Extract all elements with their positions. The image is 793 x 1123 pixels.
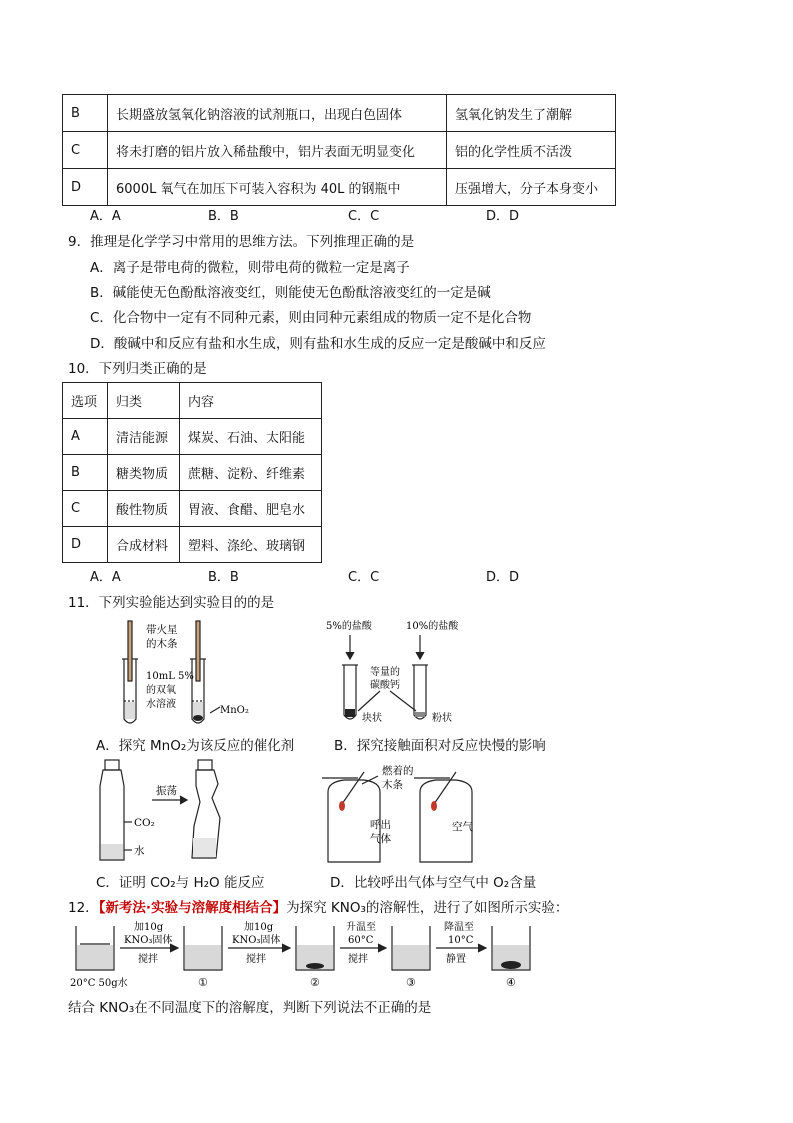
q12-step3-top2: 60°C <box>348 935 374 946</box>
q12-step4-bottom: 静置 <box>446 954 466 965</box>
figure-b-surface-area <box>318 615 468 730</box>
q8-opt-b: B <box>63 95 108 132</box>
q10-row-b-cat: 糖类物质 <box>108 455 180 491</box>
figure-q12-beakers <box>62 918 542 990</box>
fig-c-gas: CO₂ <box>134 817 155 829</box>
fig-a-label1: 带火星 <box>146 624 178 636</box>
fig-a-label2: 的木条 <box>146 638 178 650</box>
q10-header-option: 选项 <box>63 383 108 419</box>
choice-d[interactable]: D．D <box>486 570 520 585</box>
fig-c-water: 水 <box>134 845 145 857</box>
q11-stem: 11．下列实验能达到实验目的的是 <box>68 595 275 611</box>
q9-option-c[interactable]: C．化合物中一定有不同种元素，则由同种元素组成的物质一定不是化合物 <box>90 310 532 326</box>
q9-stem: 9．推理是化学学习中常用的思维方法。下列推理正确的是 <box>68 234 415 250</box>
q10-row-c-cat: 酸性物质 <box>108 491 180 527</box>
fig-b-s2: 碳酸钙 <box>370 680 400 691</box>
q8-fact-b: 长期盛放氢氧化钠溶液的试剂瓶口，出现白色固体 <box>108 95 447 132</box>
fig-d-air: 空气 <box>452 821 473 833</box>
q11-option-c[interactable]: C．证明 CO₂与 H₂O 能反应 <box>96 875 265 891</box>
choice-b[interactable]: B．B <box>208 209 239 224</box>
fig-a-liq2: 的双氧 <box>146 685 176 696</box>
q11-option-d[interactable]: D．比较呼出气体与空气中 O₂含量 <box>330 875 537 891</box>
q12-stem: 为探究 KNO₃的溶解性，进行了如图所示实验： <box>286 900 569 916</box>
q12-stem-line <box>68 896 568 916</box>
fig-a-liq3: 水溶液 <box>146 699 176 710</box>
q8-fact-c: 将未打磨的铝片放入稀盐酸中，铝片表面无明显变化 <box>108 132 447 169</box>
q12-step3-top1: 升温至 <box>346 922 376 933</box>
fig-b-lump: 块状 <box>362 713 382 724</box>
q8-table <box>62 94 616 206</box>
q12-step1-bottom: 搅拌 <box>138 954 158 965</box>
figure-a-catalyst <box>110 615 270 730</box>
choice-c[interactable]: C．C <box>348 570 380 585</box>
q10-row-a-opt: A <box>63 419 108 455</box>
q12-step2-bottom: 搅拌 <box>246 954 266 965</box>
q12-step2-top1: 加10g <box>244 922 274 933</box>
q10-row-b-content: 蔗糖、淀粉、纤维素 <box>180 455 322 491</box>
choice-a[interactable]: A．A <box>90 570 121 585</box>
q8-explain-c: 铝的化学性质不活泼 <box>447 132 616 169</box>
fig-a-catalyst: MnO₂ <box>220 705 249 716</box>
fig-c-shake: 振荡 <box>156 785 177 797</box>
q10-table <box>62 382 322 563</box>
q9-option-a[interactable]: A．离子是带电荷的微粒，则带电荷的微粒一定是离子 <box>90 260 410 276</box>
q8-fact-d: 6000L 氧气在加压下可装入容积为 40L 的钢瓶中 <box>108 169 447 206</box>
fig-b-powder: 粉状 <box>432 713 452 724</box>
q10-header-content: 内容 <box>180 383 322 419</box>
q12-beaker-4: ④ <box>506 976 516 989</box>
q11-option-b[interactable]: B．探究接触面积对反应快慢的影响 <box>334 738 546 754</box>
q10-row-d-opt: D <box>63 527 108 563</box>
q12-step4-top2: 10°C <box>448 935 474 946</box>
q8-opt-c: C <box>63 132 108 169</box>
q10-row-d-cat: 合成材料 <box>108 527 180 563</box>
q10-row-c-content: 胃液、食醋、肥皂水 <box>180 491 322 527</box>
choice-d[interactable]: D．D <box>486 209 520 224</box>
fig-d-l1: 燃着的 <box>382 765 414 777</box>
q12-step1-top2: KNO₃固体 <box>124 935 173 946</box>
figure-d-jars <box>318 764 498 869</box>
q10-row-c-opt: C <box>63 491 108 527</box>
fig-b-acid1: 5%的盐酸 <box>326 621 372 632</box>
q10-row-a-cat: 清洁能源 <box>108 419 180 455</box>
q12-beaker-1: ① <box>198 976 208 989</box>
q12-beaker-2: ② <box>310 976 320 989</box>
q10-row-d-content: 塑料、涤纶、玻璃钢 <box>180 527 322 563</box>
q9-option-b[interactable]: B．碱能使无色酚酞溶液变红，则能使无色酚酞溶液变红的一定是碱 <box>90 285 491 301</box>
q10-stem: 10．下列归类正确的是 <box>68 361 207 377</box>
fig-d-exh1: 呼出 <box>370 819 391 831</box>
q11-option-a[interactable]: A．探究 MnO₂为该反应的催化剂 <box>96 738 295 754</box>
q8-explain-b: 氢氧化钠发生了潮解 <box>447 95 616 132</box>
fig-a-liq1: 10mL 5% <box>146 671 194 682</box>
fig-b-s1: 等量的 <box>370 667 400 678</box>
choice-a[interactable]: A．A <box>90 209 121 224</box>
q12-tag: 【新考法·实验与溶解度相结合】 <box>98 900 287 916</box>
q12-step3-bottom: 搅拌 <box>348 954 368 965</box>
q12-step1-top1: 加10g <box>134 922 164 933</box>
choice-b[interactable]: B．B <box>208 570 239 585</box>
q12-step4-top1: 降温至 <box>444 922 474 933</box>
fig-d-l2: 木条 <box>382 779 403 791</box>
q12-number: 12． <box>68 900 99 916</box>
q12-beaker-3: ③ <box>406 976 416 989</box>
q9-option-d[interactable]: D．酸碱中和反应有盐和水生成，则有盐和水生成的反应一定是酸碱中和反应 <box>90 336 546 352</box>
q10-header-category: 归类 <box>108 383 180 419</box>
q10-row-b-opt: B <box>63 455 108 491</box>
q8-explain-d: 压强增大，分子本身变小 <box>447 169 616 206</box>
figure-c-bottle <box>90 758 260 868</box>
fig-d-exh2: 气体 <box>370 833 391 845</box>
q12-step2-top2: KNO₃固体 <box>232 935 281 946</box>
q12-follow: 结合 KNO₃在不同温度下的溶解度，判断下列说法不正确的是 <box>68 1000 432 1016</box>
fig-b-acid2: 10%的盐酸 <box>406 621 459 632</box>
choice-c[interactable]: C．C <box>348 209 380 224</box>
q12-start-label: 20°C 50g水 <box>70 978 128 989</box>
q8-opt-d: D <box>63 169 108 206</box>
q10-row-a-content: 煤炭、石油、太阳能 <box>180 419 322 455</box>
